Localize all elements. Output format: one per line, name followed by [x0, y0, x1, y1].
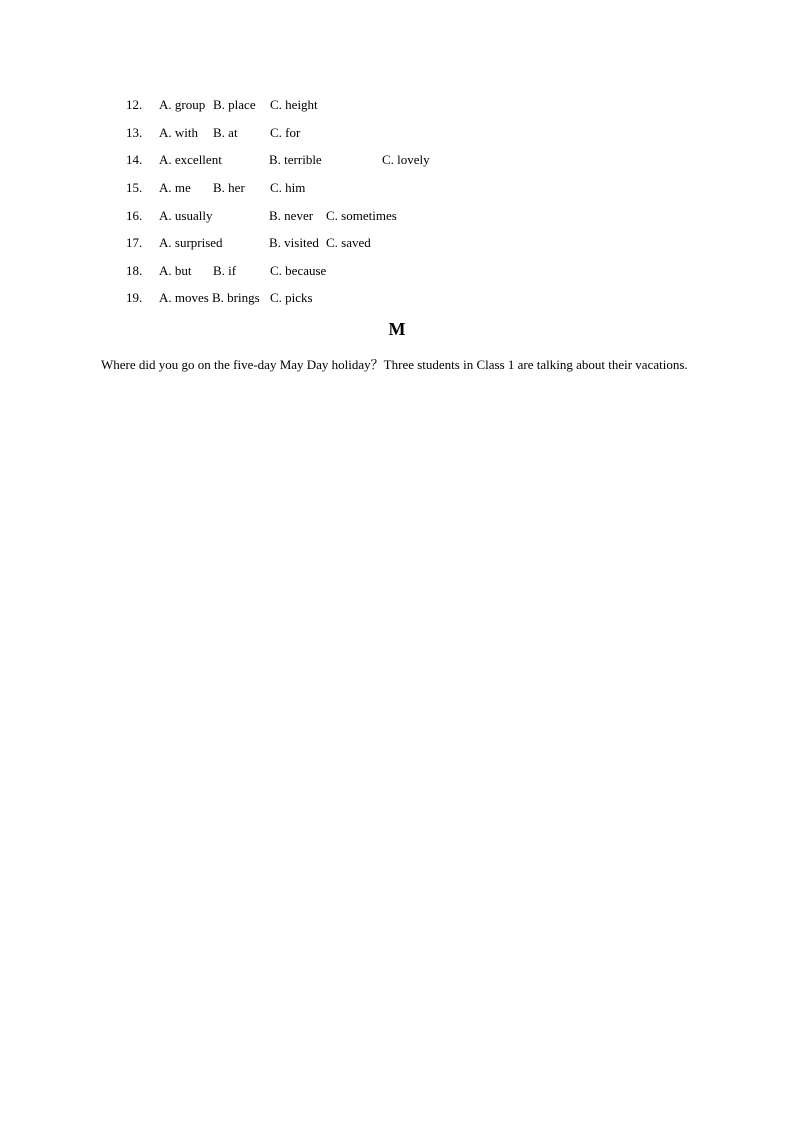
option-b: B. her — [213, 180, 245, 195]
option-b: B. if — [213, 263, 237, 278]
option-b: B. at — [213, 125, 238, 140]
option-a: A. moves — [159, 290, 209, 305]
question-number: 15. — [126, 180, 143, 195]
option-b: B. place — [213, 97, 256, 112]
question-number: 17. — [126, 235, 143, 250]
option-c: C. lovely — [382, 152, 430, 167]
option-b: B. visited — [269, 235, 319, 250]
question-number: 12. — [126, 97, 143, 112]
option-c: C. saved — [326, 235, 371, 250]
option-a: A. excellent — [159, 152, 222, 167]
option-a: A. with — [159, 125, 198, 140]
option-a: A. me — [159, 180, 191, 195]
option-c: C. height — [270, 97, 318, 112]
option-c: C. sometimes — [326, 208, 397, 223]
question-number: 14. — [126, 152, 143, 167]
option-b: B. brings — [212, 290, 260, 305]
question-number: 19. — [126, 290, 143, 305]
option-a: A. surprised — [159, 235, 223, 250]
option-c: C. for — [270, 125, 301, 140]
option-b: B. never — [269, 208, 314, 223]
option-c: C. him — [270, 180, 306, 195]
section-heading: M — [388, 319, 406, 339]
option-a: A. but — [159, 263, 192, 278]
option-a: A. usually — [159, 208, 213, 223]
passage-intro: Where did you go on the five-day May Day holiday？Three students in Class 1 are talking about their vacations. — [101, 357, 688, 372]
option-c: C. because — [270, 263, 327, 278]
question-number: 13. — [126, 125, 143, 140]
question-number: 18. — [126, 263, 143, 278]
option-a: A. group — [159, 97, 206, 112]
question-number: 16. — [126, 208, 143, 223]
option-b: B. terrible — [269, 152, 322, 167]
option-c: C. picks — [270, 290, 313, 305]
